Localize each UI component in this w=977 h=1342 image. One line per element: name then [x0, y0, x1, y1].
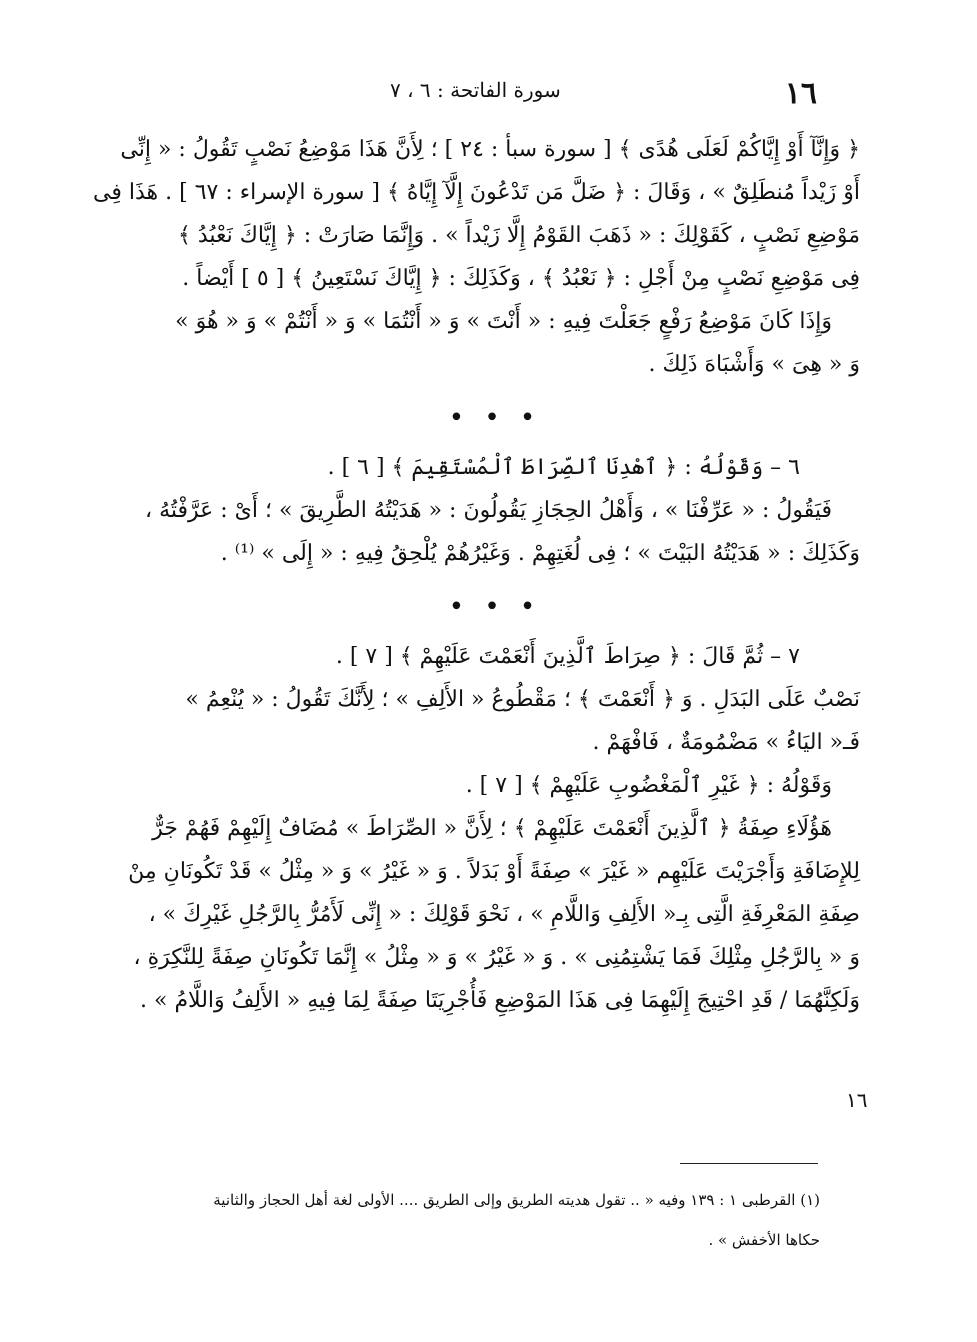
section-heading: وَقَوْلُهُ : ﴿ غَيْرِ ٱلْمَغْضُوبِ عَلَيْهِمْ ﴾ [ ٧ ] . — [465, 773, 832, 798]
footnote — [120, 1180, 820, 1260]
running-title: سورة الفاتحة : ٦ ، ٧ — [390, 78, 561, 102]
section-separator: • • • — [448, 403, 542, 433]
text-line: نَصْبٌ عَلَى البَدَلِ . وَ ﴿ أَنْعَمْتَ ﴾ ؛ مَقْطُوعُ « الأَلِفِ » ؛ لِأَنَّكَ تَقُولُ : « يُنْعِمُ » — [185, 687, 860, 712]
margin-page-marker: ١٦ — [846, 1088, 868, 1112]
text-line: وَ « بِالرَّجُلِ مِثْلِكَ فَمَا يَشْتِمُنِى » . وَ « غَيْرُ » وَ « مِثْلُ » إِنَّمَا تَكُونَانِ صِفَةً لِلنَّكِرَةِ ، — [133, 945, 860, 970]
text-line: وَلَكِنَّهُمَا / قَدِ احْتِيجَ إِلَيْهِمَا فِى هَذَا المَوْضِعِ فَأُجْرِيَتَا صِفَةً لِمَا فِيهِ « الأَلِفُ وَاللَّامُ » . — [140, 988, 860, 1013]
page-number: ١٦ — [784, 76, 817, 111]
text-line: أَوْ زَيْداً مُنطَلِقٌ » ، وَقَالَ : ﴿ ضَلَّ مَن تَدْعُونَ إِلَّآ إِيَّاهُ ﴾ [ سورة الإسراء : ٦٧ ] . هَذَا فِى — [93, 180, 860, 205]
text-line: مَوْضِعِ نَصْبٍ ، كَقَوْلِكَ : « ذَهَبَ القَوْمُ إِلَّا زَيْداً » . وَإِنَّمَا صَارَتْ : ﴿ إِيَّاكَ نَعْبُدُ ﴾ — [177, 223, 860, 248]
text-line: وَإِذَا كَانَ مَوْضِعُ رَفْعٍ جَعَلْتَ فِيهِ : « أَنْتَ » وَ « أَنْتُمَا » وَ « أَنْتُمْ » وَ « هُوَ » — [175, 309, 832, 334]
text-line: فَـ« اليَاءُ » مَضْمُومَةٌ ، فَافْهَمْ . — [592, 730, 860, 755]
text-line: ﴿ وَإِنَّآ أَوْ إِيَّاكُمْ لَعَلَى هُدًى ﴾ [ سورة سبأ : ٢٤ ] ؛ لِأَنَّ هَذَا مَوْضِعُ نَصْبٍ تَقُولُ : « إِنِّى — [120, 137, 860, 162]
footnote-line: (١) القرطبى ١ : ١٣٩ وفيه « .. تقول هديته الطريق وإلى الطريق .... الأولى لغة أهل الحجاز والثانية — [213, 1191, 820, 1209]
section-heading: ٧ – ثُمَّ قَالَ : ﴿ صِرَاطَ ٱلَّذِينَ أَنْعَمْتَ عَلَيْهِمْ ﴾ [ ٧ ] . — [335, 644, 800, 669]
text-line: فِى مَوْضِعِ نَصْبٍ مِنْ أَجْلِ : ﴿ نَعْبُدُ ﴾ ، وَكَذَلِكَ : ﴿ إِيَّاكَ نَسْتَعِينُ ﴾ [ ٥ ] أَيْضاً . — [182, 266, 860, 291]
text-line: هَؤُلَاءِ صِفَةُ ﴿ ٱلَّذِينَ أَنْعَمْتَ عَلَيْهِمْ ﴾ ؛ لِأَنَّ « الصِّرَاطَ » مُضَافٌ إِلَيْهِمْ فَهُمْ جَرٌّ — [152, 816, 832, 841]
text-line: وَكَذَلِكَ : « هَدَيْتُهُ البَيْتَ » ؛ فِى لُغَتِهِمْ . وَغَيْرُهُمْ يُلْحِقُ فِيهِ : « إِلَى » ⁽¹⁾ . — [220, 541, 860, 566]
section-separator: • • • — [448, 592, 542, 622]
text-line: وَ « هِىَ » وَأَشْبَاهَ ذَلِكَ . — [648, 352, 860, 377]
text-line: صِفَةِ المَعْرِفَةِ الَّتِى بِـ« الأَلِفِ وَاللَّامِ » ، نَحْوَ قَوْلِكَ : « إِنِّى لَأَمُرُّ بِالرَّجُلِ غَيْرِكَ » ، — [148, 902, 860, 927]
page-header — [0, 70, 977, 110]
footnote-line: حكاها الأخفش » . — [708, 1231, 820, 1249]
text-line: فَيَقُولُ : « عَرِّفْنَا » ، وَأَهْلُ الحِجَازِ يَقُولُونَ : « هَدَيْتُهُ الطَّرِيقَ » ؛ أَىْ : عَرَّفْتُهُ ، — [144, 498, 832, 523]
body-text — [93, 128, 860, 1022]
text-line: لِلإِضَافَةِ وَأَجْرَيْتَ عَلَيْهِم « غَيْرَ » صِفَةً أَوْ بَدَلاً . وَ « غَيْرُ » وَ « مِثْلُ » قَدْ تَكُونَانِ مِنْ — [128, 859, 860, 884]
section-heading: ٦ – وَقَوْلُهُ : ﴿ ٱهْدِنَا ٱلصِّرَاطَ ٱلْمُسْتَقِيمَ ﴾ [ ٦ ] . — [327, 455, 800, 480]
footnote-divider — [680, 1163, 818, 1164]
